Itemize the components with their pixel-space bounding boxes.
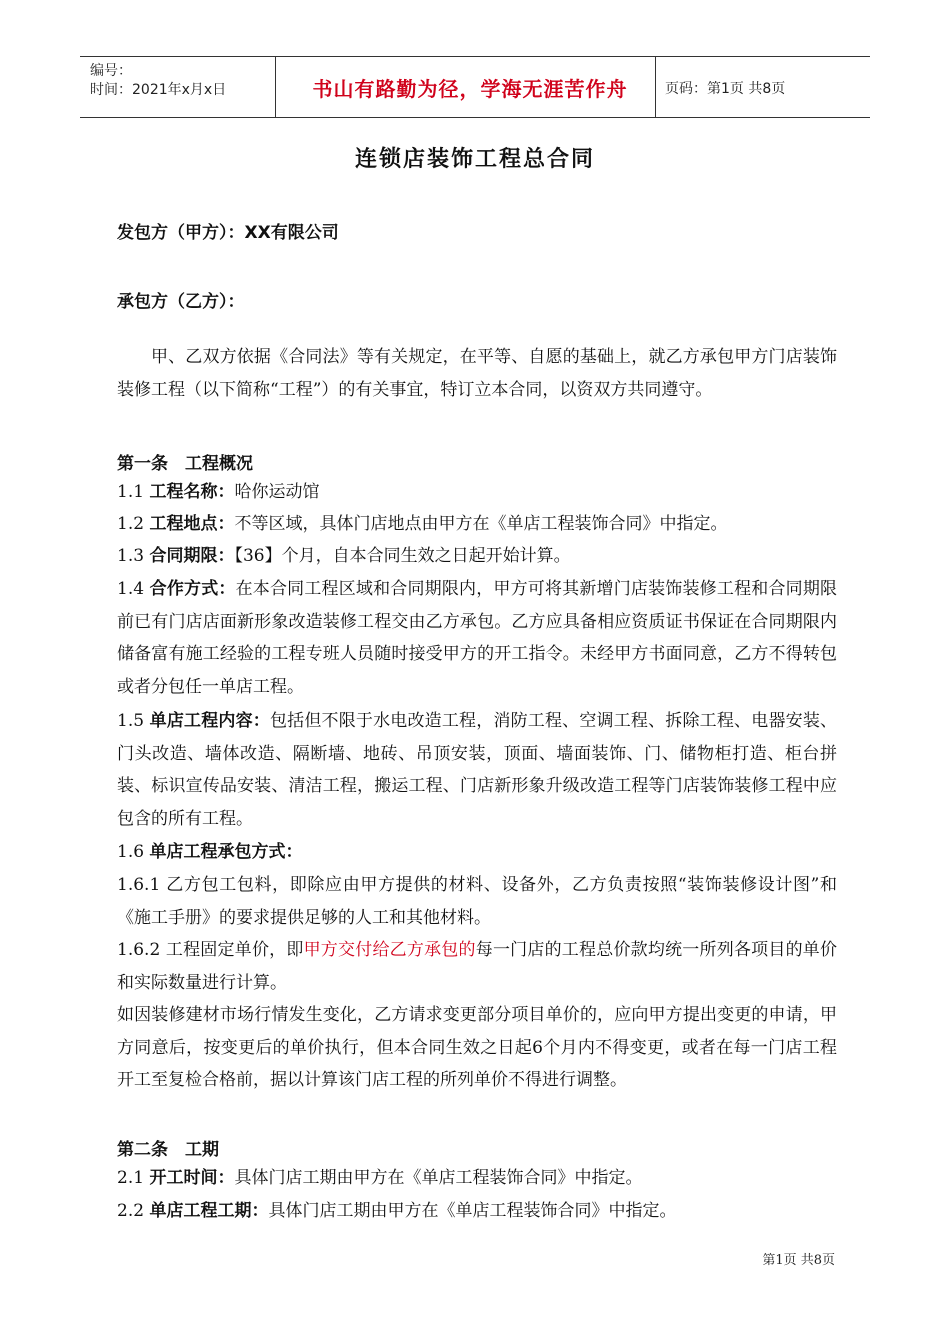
clause-1-6-1: 1.6.1 乙方包工包料，即除应由甲方提供的材料、设备外，乙方负责按照“装饰装修设计图”和《施工手册》的要求提供足够的人工和其他材料。 [117, 875, 837, 928]
article-2-title: 第二条 工期 [117, 1140, 219, 1160]
clause-number: 1.3 [117, 546, 150, 566]
header-meta [90, 62, 226, 100]
clause-label: 单店工程内容： [149, 711, 270, 731]
document-title: 连锁店装饰工程总合同 [354, 147, 595, 172]
clause-text: 【36】个月，自本合同生效之日起开始计算。 [234, 546, 571, 566]
header-divider-left [275, 56, 276, 118]
clause-label: 工程地点： [149, 514, 235, 534]
clause-label: 单店工程承包方式： [149, 842, 303, 862]
header-page-info: 页码：第1页 共8页 [665, 81, 786, 97]
clause-label: 合作方式： [149, 579, 236, 599]
clause-text: 1.6.2 工程固定单价，即 [117, 940, 304, 960]
header-bottom-rule [80, 117, 870, 118]
clause-text: 具体门店工期由甲方在《单店工程装饰合同》中指定。 [234, 1168, 643, 1188]
header-divider-right [655, 56, 656, 118]
clause-number: 1.2 [117, 514, 150, 534]
clause-label: 工程名称： [149, 482, 235, 502]
clause-text: 哈你运动馆 [234, 482, 320, 502]
document-date: 时间：2021年x月x日 [90, 82, 227, 98]
clause-text: 包括但不限于水电改造工程，消防工程、空调工程、拆除工程、电器安装、门头改造、墙体改造、隔断墙、地砖、吊顶安装，顶面、墙面装饰、门、储物柜打造、柜台拼装、标识宣传品安装、清洁工程，搬运工程、门店新形象升级改造工程等门店装饰装修工程中应包含的所有工程。 [117, 711, 838, 829]
intro-paragraph: 甲、乙双方依据《合同法》等有关规定，在平等、自愿的基础上，就乙方承包甲方门店装饰装修工程（以下简称“工程”）的有关事宜，特订立本合同，以资双方共同遵守。 [117, 347, 837, 400]
clause-text: 在本合同工程区域和合同期限内，甲方可将其新增门店装饰装修工程和合同期限前已有门店店面新形象改造装修工程交由乙方承包。乙方应具备相应资质证书保证在合同期限内储备富有施工经验的工程专班人员随时接受甲方的开工指令。未经甲方书面同意，乙方不得转包或者分包任一单店工程。 [117, 579, 838, 697]
clause-2-1 [117, 1162, 837, 1195]
page-header [80, 56, 870, 118]
clause-number: 1.6 [117, 842, 150, 862]
clause-1-6-2-continued: 如因装修建材市场行情发生变化，乙方请求变更部分项目单价的，应向甲方提出变更的申请，甲方同意后，按变更后的单价执行，但本合同生效之日起6个月内不得变更，或者在每一门店工程开工至复检合格前，据以计算该门店工程的所列单价不得进行调整。 [117, 1005, 837, 1090]
party-a: 发包方（甲方）：XX有限公司 [117, 223, 339, 243]
party-b: 承包方（乙方）： [117, 292, 245, 312]
clause-number: 1.4 [117, 579, 150, 599]
clause-number: 1.1 [117, 482, 150, 502]
document-number-label: 编号： [90, 63, 132, 79]
clause-2-2 [117, 1195, 837, 1228]
highlighted-text: 甲方交付给乙方承包的 [303, 940, 476, 960]
clause-1-1 [117, 476, 837, 509]
clause-text: 不等区域，具体门店地点由甲方在《单店工程装饰合同》中指定。 [234, 514, 728, 534]
header-motto: 书山有路勤为径，学海无涯苦作舟 [312, 77, 628, 101]
clause-1-4 [117, 573, 837, 703]
clause-number: 2.1 [117, 1168, 150, 1188]
article-1-title: 第一条 工程概况 [117, 454, 253, 474]
clause-1-5 [117, 705, 837, 835]
clause-1-6-2 [117, 934, 837, 999]
clause-1-3 [117, 540, 837, 573]
header-top-rule [80, 56, 870, 57]
clause-1-6 [117, 836, 837, 869]
clause-label: 开工时间： [149, 1168, 235, 1188]
clause-label: 单店工程工期： [149, 1201, 269, 1221]
clause-text: 具体门店工期由甲方在《单店工程装饰合同》中指定。 [268, 1201, 677, 1221]
clause-number: 2.2 [117, 1201, 150, 1221]
page-footer: 第1页 共8页 [762, 1253, 835, 1268]
clause-1-2 [117, 508, 837, 541]
clause-label: 合同期限： [149, 546, 235, 566]
clause-number: 1.5 [117, 711, 150, 731]
clause-text: 每一门店的工程总价款均统一所列各项目的单价和实际数量进行计算。 [117, 940, 838, 993]
